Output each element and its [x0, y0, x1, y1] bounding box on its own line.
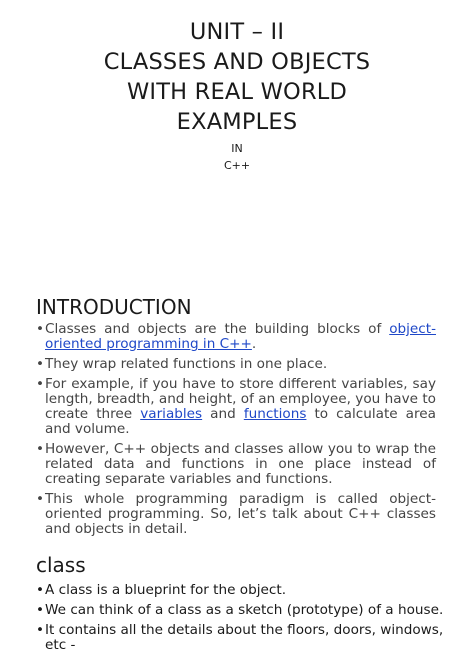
list-item	[36, 623, 446, 653]
bullet-text: This whole programming paradigm is called object-oriented programming. So, let’s talk about C++ classes and objects in detail.	[45, 491, 436, 537]
bullet-marker: •	[36, 441, 45, 457]
intro-bullet-list	[36, 322, 436, 537]
variables-link[interactable]: variables	[140, 406, 203, 422]
list-item	[36, 583, 446, 598]
list-item	[36, 377, 436, 437]
title-line-3: WITH REAL WORLD	[126, 79, 348, 105]
subtitle-cpp: C++	[223, 159, 251, 172]
bullet-marker: •	[36, 356, 45, 372]
intro-heading: INTRODUCTION	[36, 295, 192, 319]
bullet-marker: •	[36, 602, 45, 618]
bullet-text: A class is a blueprint for the object.	[45, 582, 287, 598]
functions-link[interactable]: functions	[243, 406, 307, 422]
title-line-2: CLASSES AND OBJECTS	[103, 49, 371, 75]
class-bullet-list	[36, 583, 446, 653]
title-line-4: EXAMPLES	[176, 109, 298, 135]
list-item	[36, 357, 436, 372]
bullet-text-end: to calculate area and volume.	[45, 406, 436, 437]
bullet-text-end: .	[251, 336, 257, 352]
bullet-text: Classes and objects are the building blocks of	[45, 321, 390, 337]
bullet-text: We can think of a class as a sketch (prototype) of a house.	[45, 602, 444, 618]
bullet-text-mid: and	[202, 406, 244, 422]
bullet-marker: •	[36, 582, 45, 598]
bullet-marker: •	[36, 321, 45, 337]
list-item	[36, 322, 436, 352]
title-line-1: UNIT – II	[189, 19, 285, 45]
bullet-marker: •	[36, 491, 45, 507]
list-item	[36, 492, 436, 537]
bullet-marker: •	[36, 622, 45, 638]
slide-title	[0, 17, 474, 137]
class-heading: class	[36, 553, 86, 577]
oop-cpp-link[interactable]: object-oriented programming in C++	[45, 321, 436, 352]
bullet-marker: •	[36, 376, 45, 392]
list-item	[36, 603, 446, 618]
bullet-text: It contains all the details about the floors, doors, windows, etc -	[45, 622, 444, 653]
bullet-text: They wrap related functions in one place.	[45, 356, 328, 372]
bullet-text: For example, if you have to store different variables, say length, breadth, and height, of an employee, you have to create three	[45, 376, 436, 422]
subtitle-in: IN	[231, 142, 243, 155]
list-item	[36, 442, 436, 487]
bullet-text: However, C++ objects and classes allow you to wrap the related data and functions in one place instead of creating separate variables and functions.	[45, 441, 436, 487]
